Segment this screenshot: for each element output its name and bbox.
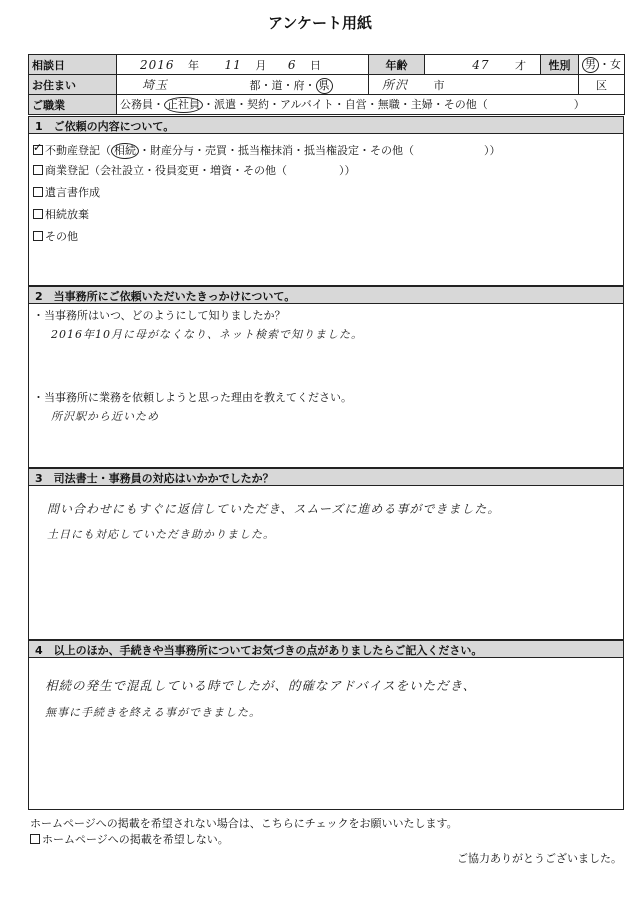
- address-pref-selected: 県: [316, 78, 333, 94]
- request-item-will[interactable]: [33, 184, 100, 200]
- checkbox-checked-icon[interactable]: [33, 145, 43, 155]
- gender-male-selected[interactable]: 男: [582, 57, 599, 73]
- renunciation-label: 相続放棄: [45, 208, 89, 221]
- gender-female[interactable]: 女: [610, 58, 621, 71]
- publish-notice: ホームページへの掲載を希望されない場合は、こちらにチェックをお願いいたします。: [30, 817, 458, 830]
- gender-field[interactable]: [579, 55, 625, 75]
- commercial-label: 商業登記（会社設立・役員変更・増資・その他（: [45, 164, 287, 177]
- checkbox-icon[interactable]: [33, 209, 43, 219]
- address-ward-label: 区: [579, 75, 625, 95]
- consult-date-label: 相談日: [29, 55, 117, 75]
- gender-label: 性別: [541, 55, 579, 75]
- info-table: [28, 54, 625, 115]
- job-selected: 正社員: [164, 97, 203, 113]
- answer-support-line2[interactable]: 土日にも対応していただき助かりました。: [47, 528, 275, 541]
- address-label: お住まい: [29, 75, 117, 95]
- answer-comment-line1[interactable]: 相続の発生で混乱している時でしたが、的確なアドバイスをいただき、: [45, 678, 477, 693]
- consult-date-field[interactable]: [117, 55, 369, 75]
- section1-heading: 1 ご依頼の内容について。: [28, 116, 624, 134]
- answer-support-line1[interactable]: 問い合わせにもすぐに返信していただき、スムーズに進める事ができました。: [47, 502, 501, 516]
- address-pref-field[interactable]: [117, 75, 369, 95]
- checkbox-icon[interactable]: [33, 187, 43, 197]
- inheritance-selected: 相続: [111, 143, 139, 159]
- age-label: 年齢: [369, 55, 425, 75]
- age-value: 47: [472, 57, 490, 72]
- address-city-field[interactable]: [369, 75, 579, 95]
- request-item-commercial[interactable]: [33, 162, 356, 178]
- answer-reason[interactable]: 所沢駅から近いため: [51, 410, 159, 423]
- age-field[interactable]: [425, 55, 541, 75]
- section2-box: [28, 304, 624, 468]
- request-item-other[interactable]: [33, 228, 78, 244]
- section2-heading: 2 当事務所にご依頼いただいたきっかけについて。: [28, 286, 624, 304]
- address-city-value: 所沢: [382, 78, 409, 92]
- job-field[interactable]: [117, 95, 625, 115]
- job-options-after: ・派遣・契約・アルバイト・自営・無職・主婦・その他（: [203, 98, 488, 111]
- age-unit: 才: [515, 58, 526, 72]
- job-options-before: 公務員・: [120, 98, 164, 111]
- request-item-real-estate[interactable]: [33, 142, 501, 159]
- section3-heading: 3 司法書士・事務員の対応はいかかでしたか？: [28, 468, 624, 486]
- real-estate-label: 不動産登記（: [45, 144, 111, 157]
- answer-comment-line2[interactable]: 無事に手続きを終える事ができました。: [45, 706, 261, 719]
- will-label: 遺言書作成: [45, 186, 100, 199]
- real-estate-close: ））: [484, 144, 501, 157]
- year-label: 年: [188, 58, 200, 72]
- month-label: 月: [255, 58, 267, 72]
- question-reason: ・当事務所に業務を依頼しようと思った理由を教えてください。: [33, 391, 352, 404]
- publish-optout[interactable]: [30, 831, 229, 847]
- checkbox-icon[interactable]: [33, 231, 43, 241]
- form-title: アンケート用紙: [267, 14, 373, 32]
- day-label: 日: [309, 58, 321, 72]
- year-value: 2016: [140, 57, 175, 72]
- request-item-renunciation[interactable]: [33, 206, 89, 222]
- job-close: ）: [573, 98, 585, 111]
- address-pref-options: 都・道・府・: [249, 78, 316, 92]
- section1-box: [28, 134, 624, 286]
- thanks-message: ご協力ありがとうございました。: [457, 852, 622, 865]
- section4-box: [28, 658, 624, 810]
- section3-box: [28, 486, 624, 640]
- day-value: 6: [287, 57, 297, 72]
- commercial-close: ））: [339, 164, 356, 177]
- question-how-known: ・当事務所はいつ、どのようにして知りましたか？: [33, 309, 286, 322]
- checkbox-icon[interactable]: [30, 834, 40, 844]
- address-city-label: 市: [433, 79, 445, 92]
- other-label: その他: [45, 230, 78, 243]
- month-value: 11: [224, 57, 242, 72]
- job-label: ご職業: [29, 95, 117, 115]
- publish-optout-label: ホームページへの掲載を希望しない。: [42, 833, 229, 846]
- address-pref-value: 埼玉: [142, 77, 169, 92]
- section4-heading: 4 以上のほか、手続きや当事務所についてお気づきの点がありましたらご記入ください。: [28, 640, 624, 658]
- checkbox-icon[interactable]: [33, 165, 43, 175]
- answer-how-known[interactable]: 2016年10月に母がなくなり、ネット検索で知りました。: [51, 328, 363, 341]
- gender-separator: ・: [599, 58, 610, 71]
- real-estate-options: ・財産分与・売買・抵当権抹消・抵当権設定・その他（: [139, 144, 414, 157]
